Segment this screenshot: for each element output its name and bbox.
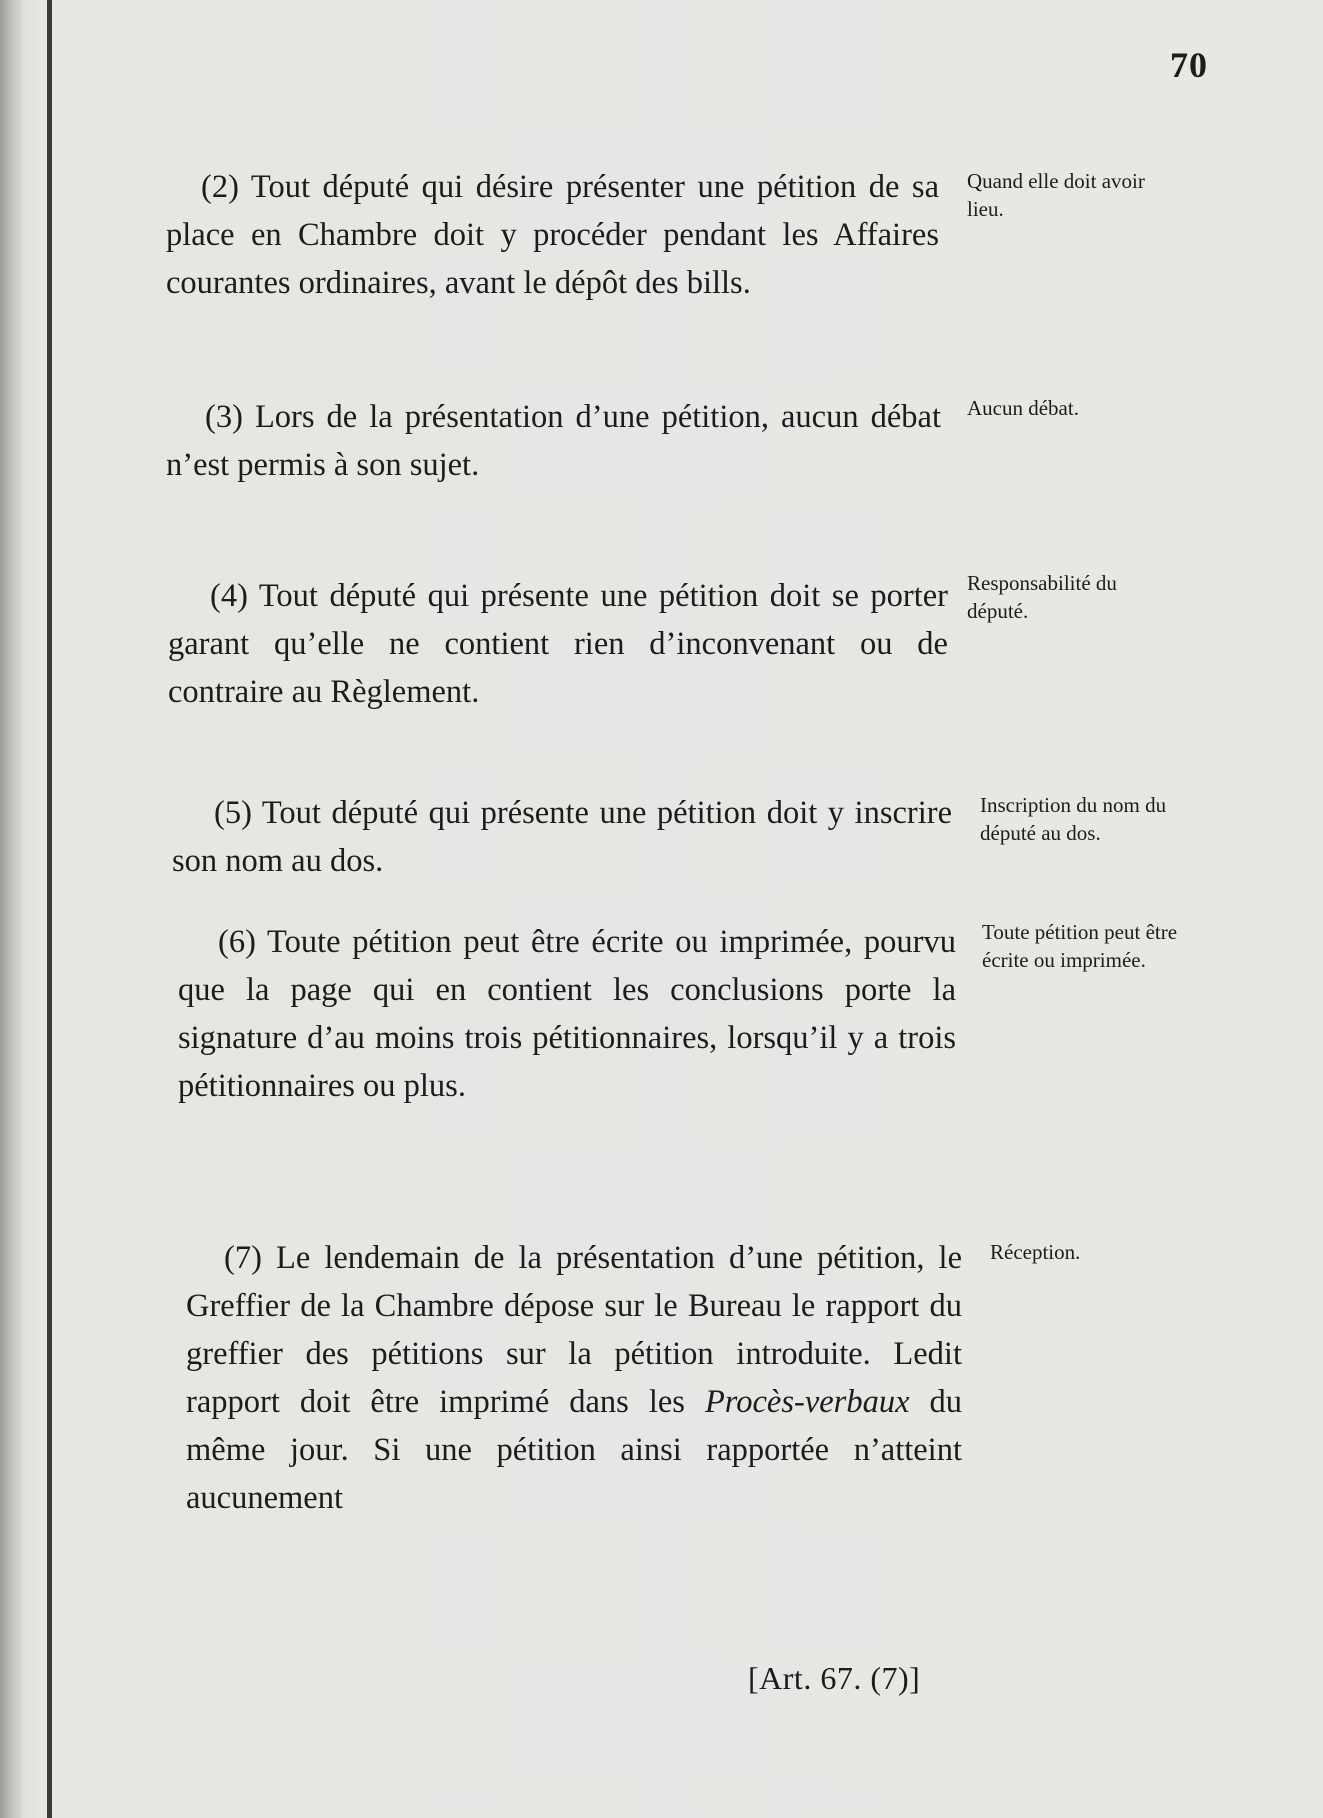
paragraph-number: (2) bbox=[201, 169, 239, 205]
margin-note-6: Toute pétition peut être écrite ou imprimée. bbox=[982, 920, 1178, 972]
margin-note-4: Responsabilité du député. bbox=[967, 571, 1117, 623]
paragraph-text: Tout député qui présente une pétition doit se porter garant qu’elle ne contient rien d’inconvenant ou de contraire au Règlement. bbox=[168, 578, 948, 710]
paragraph-text: Tout député qui désire présenter une pétition de sa place en Chambre doit y procéder pendant les Affaires courantes ordinaires, avant le dépôt des bills. bbox=[166, 169, 940, 301]
margin-note-5: Inscription du nom du député au dos. bbox=[980, 793, 1167, 845]
paragraph-number: (6) bbox=[218, 924, 256, 960]
paragraph-number: (4) bbox=[210, 578, 248, 614]
paragraph-text: Lors de la présentation d’une pétition, aucun débat n’est permis à son sujet. bbox=[166, 399, 942, 483]
margin-note-2: Quand elle doit avoir lieu. bbox=[967, 169, 1145, 221]
paragraph-text-end: du même jour. Si une pétition ainsi rapportée n’atteint aucunement bbox=[186, 1384, 963, 1516]
paragraph-text-start: Le lendemain de la présentation d’une pétition, le Greffier de la Chambre dépose sur le Bureau le rapport du greffier des pétitions sur la pétition introduite. Ledit rapport doit être imprimé dans les bbox=[186, 1240, 962, 1420]
article-reference: [Art. 67. (7)] bbox=[748, 1660, 921, 1696]
paragraph-2 bbox=[166, 163, 939, 307]
paragraph-text: Toute pétition peut être écrite ou imprimée, pourvu que la page qui en contient les conclusions porte la signature d’au moins trois pétitionnaires, lorsqu’il y a trois pétitionnaires ou plus. bbox=[178, 924, 956, 1104]
page-number: 70 bbox=[1170, 45, 1208, 85]
margin-note-7: Réception. bbox=[990, 1240, 1081, 1264]
paragraph-italic-text: Procès-verbaux bbox=[704, 1384, 910, 1420]
page-binding-shadow bbox=[0, 0, 22, 1818]
paragraph-6 bbox=[178, 918, 956, 1110]
paragraph-number: (5) bbox=[214, 795, 252, 831]
paragraph-4 bbox=[168, 572, 948, 716]
paragraph-text: Tout député qui présente une pétition doit y inscrire son nom au dos. bbox=[172, 795, 952, 879]
page-fold-line bbox=[47, 0, 52, 1818]
paragraph-3 bbox=[166, 393, 941, 489]
paragraph-number: (7) bbox=[224, 1240, 262, 1276]
margin-note-3: Aucun débat. bbox=[967, 396, 1079, 420]
paragraph-5 bbox=[172, 789, 952, 885]
paragraph-number: (3) bbox=[205, 399, 243, 435]
paragraph-7 bbox=[186, 1234, 962, 1522]
